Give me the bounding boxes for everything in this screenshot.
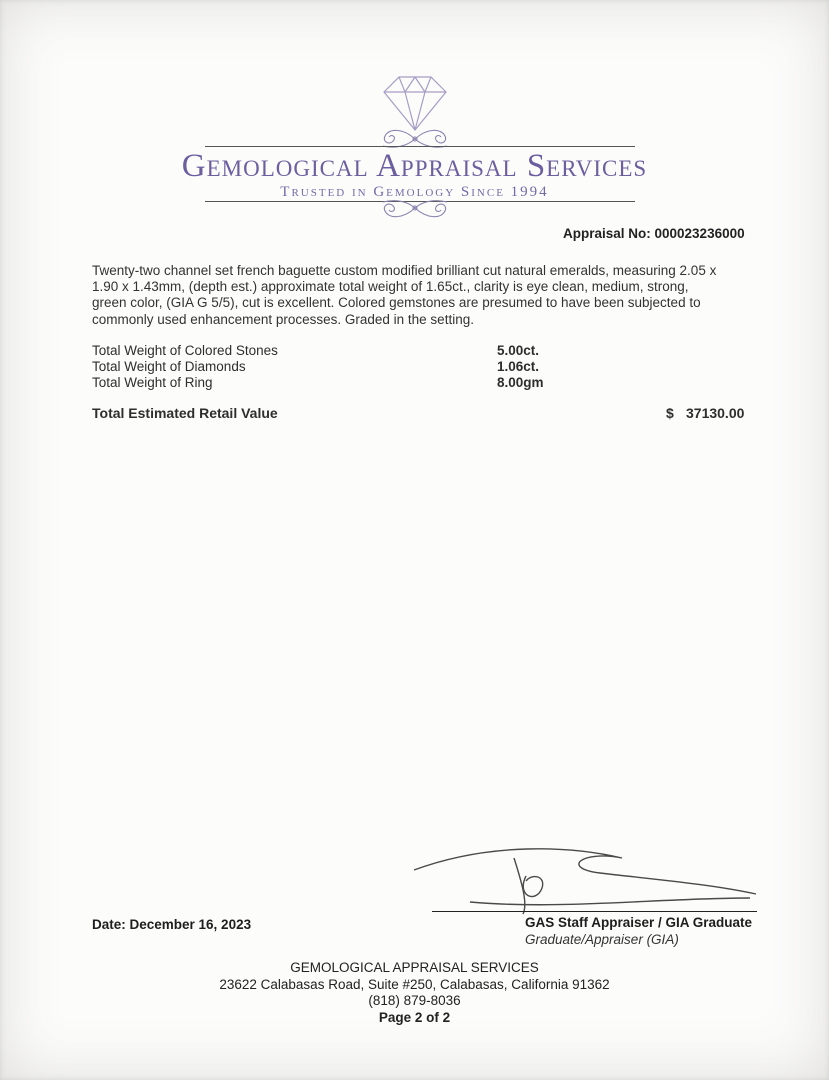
signature-line xyxy=(432,911,757,912)
company-title: Gemological Appraisal Services xyxy=(181,148,648,184)
retail-value: 37130.00 xyxy=(686,405,745,421)
retail-value-label: Total Estimated Retail Value xyxy=(92,405,278,421)
appraiser-subtitle: Graduate/Appraiser (GIA) xyxy=(525,932,679,947)
appraisal-number: Appraisal No: 000023236000 xyxy=(563,226,745,241)
footer-company: GEMOLOGICAL APPRAISAL SERVICES xyxy=(290,960,539,975)
retail-currency: $ xyxy=(666,405,674,421)
flourish-ornament-icon xyxy=(355,198,475,224)
weight-label: Total Weight of Ring xyxy=(92,375,213,390)
appraiser-signature xyxy=(410,838,760,918)
weight-label: Total Weight of Diamonds xyxy=(92,359,246,374)
weight-value: 5.00ct. xyxy=(497,343,540,358)
item-description: Twenty-two channel set french baguette custom modified brilliant cut natural emeralds, measuring 2.05 x 1.90 x 1.43mm, (depth est.) approximate total weight of 1.65ct., clarity is eye clean, medium, strong, green color, (GIA G 5/5), cut is excellent. Colored gemstones are presumed to have been subjected to commonly used enhancement processes. Graded in the setting. xyxy=(92,263,717,327)
weight-row xyxy=(92,343,718,359)
date-line: Date: December 16, 2023 xyxy=(92,917,252,932)
footer-address: 23622 Calabasas Road, Suite #250, Calabasas, California 91362 xyxy=(219,976,610,992)
weights-table xyxy=(92,343,718,391)
footer xyxy=(0,960,829,1026)
company-tagline: Trusted in Gemology Since 1994 xyxy=(280,184,549,200)
weight-value: 1.06ct. xyxy=(497,359,540,374)
weight-row xyxy=(92,375,718,391)
diamond-logo-icon xyxy=(372,72,458,134)
masthead-top-rule xyxy=(205,146,635,147)
footer-page-number: Page 2 of 2 xyxy=(378,1009,451,1025)
footer-phone: (818) 879-8036 xyxy=(368,993,461,1008)
appraiser-title: GAS Staff Appraiser / GIA Graduate xyxy=(525,915,753,930)
weight-row xyxy=(92,359,718,375)
weight-label: Total Weight of Colored Stones xyxy=(92,343,278,358)
weight-value: 8.00gm xyxy=(497,375,544,390)
